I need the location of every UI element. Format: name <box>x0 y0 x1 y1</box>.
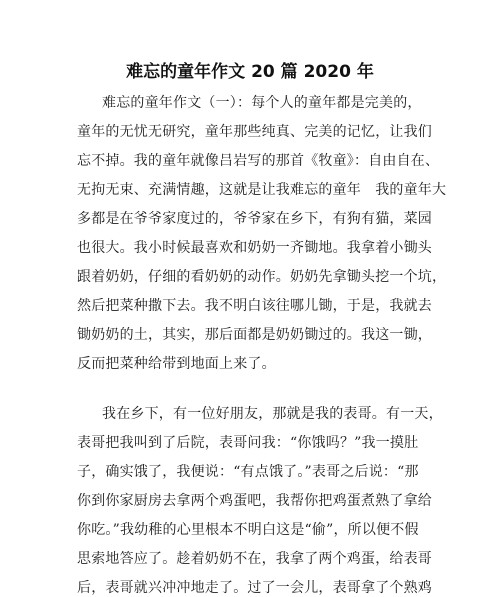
paragraph-2-line-6: 思索地答应了。趁着奶奶不在，我拿了两个鸡蛋，给表哥 <box>77 551 432 567</box>
paragraph-1-line-1: 难忘的童年作文（一）：每个人的童年都是完美的， <box>102 95 422 111</box>
paragraph-1-line-9: 锄奶奶的土，其实，那后面都是奶奶锄过的。我这一锄， <box>77 327 432 343</box>
paragraph-1-line-7: 跟着奶奶，仔细的看奶奶的动作。奶奶先拿锄头挖一个坑， <box>77 269 447 285</box>
paragraph-2-line-2: 表哥把我叫到了后院，表哥问我：“你饿吗？”我一摸肚 <box>77 435 419 451</box>
paragraph-2-line-4: 你到你家厨房去拿两个鸡蛋吧，我帮你把鸡蛋煮熟了拿给 <box>77 493 432 509</box>
paragraph-1-line-8: 然后把菜种撒下去。我不明白该往哪儿锄，于是，我就去 <box>77 298 432 314</box>
paragraph-2-line-3: 子，确实饿了，我便说：“有点饿了。”表哥之后说：“那 <box>77 464 419 480</box>
paragraph-2-line-1: 我在乡下，有一位好朋友，那就是我的表哥。有一天， <box>102 406 443 422</box>
paragraph-2-line-5: 你吃。”我幼稚的心里根本不明白这是“偷”，所以便不假 <box>77 522 419 538</box>
document-title: 难忘的童年作文 20 篇 2020 年 <box>126 62 374 82</box>
paragraph-1-line-10: 反而把菜种给带到地面上来了。 <box>77 356 276 372</box>
paragraph-2-line-7: 后，表哥就兴冲冲地走了。过了一会儿，表哥拿了个熟鸡 <box>77 580 432 596</box>
paragraph-1-line-4: 无拘无束、充满情趣，这就是让我难忘的童年 我的童年大 <box>77 182 447 198</box>
paragraph-1-line-5: 多都是在爷爷家度过的，爷爷家在乡下，有狗有猫，菜园 <box>77 211 432 227</box>
paragraph-1-line-6: 也很大。我小时候最喜欢和奶奶一齐锄地。我拿着小锄头 <box>77 240 432 256</box>
paragraph-1-line-2: 童年的无忧无研究，童年那些纯真、完美的记忆，让我们 <box>77 124 432 140</box>
paragraph-1-line-3: 忘不掉。我的童年就像吕岩写的那首《牧童》：自由自在、 <box>77 153 440 169</box>
